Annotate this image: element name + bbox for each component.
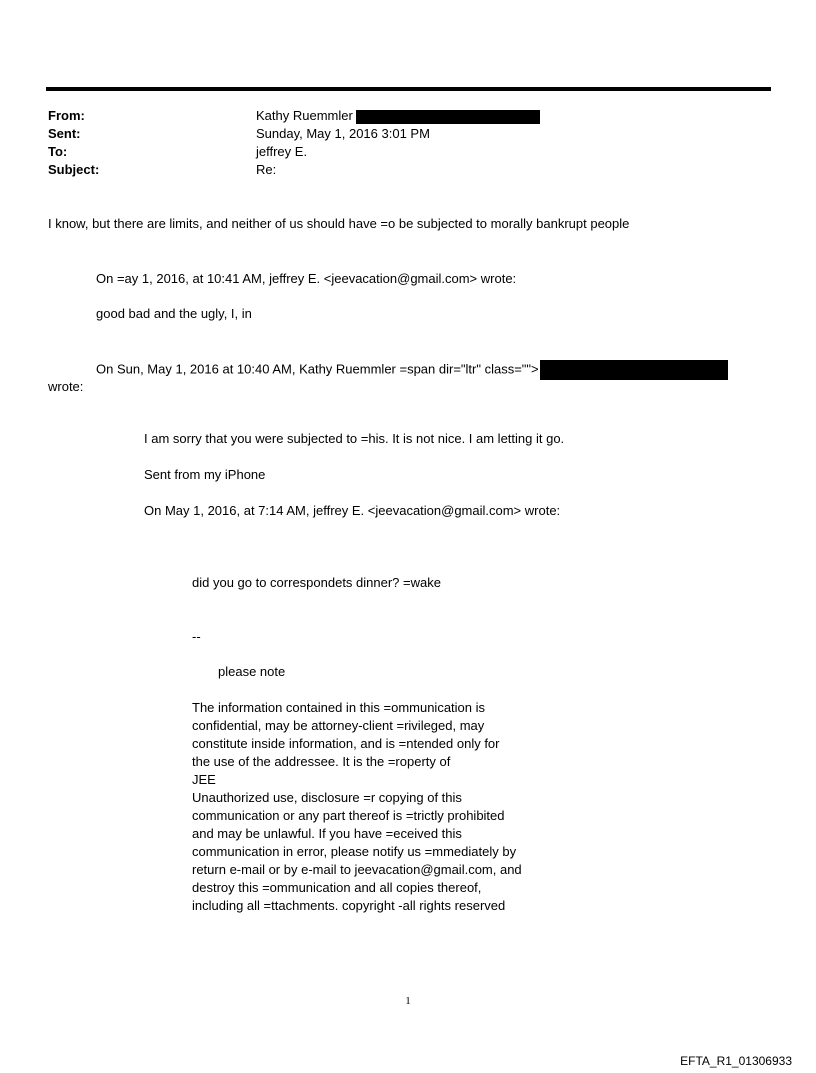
quote2-intro-text: On Sun, May 1, 2016 at 10:40 AM, Kathy Ruemmler =span dir="ltr" class=""> xyxy=(96,361,539,377)
from-value xyxy=(256,107,540,125)
subject-label: Subject: xyxy=(48,162,100,177)
disclaimer-line: constitute inside information, and is =ntended only for xyxy=(192,736,500,751)
quote2-intro xyxy=(96,360,728,380)
disclaimer-line: including all =ttachments. copyright -all rights reserved xyxy=(192,898,506,913)
from-label: From: xyxy=(48,108,85,123)
signature-separator: -- xyxy=(192,629,201,644)
disclaimer-line: communication in error, please notify us =mmediately by xyxy=(192,844,517,859)
quote2-text: I am sorry that you were subjected to =his. It is not nice. I am letting it go. xyxy=(144,431,565,446)
redaction-box xyxy=(356,110,540,124)
to-label: To: xyxy=(48,144,68,159)
please-note: please note xyxy=(218,664,286,679)
quote3-text: did you go to correspondets dinner? =wake xyxy=(192,575,441,590)
disclaimer-line: and may be unlawful. If you have =eceived this xyxy=(192,826,462,841)
quote3-intro: On May 1, 2016, at 7:14 AM, jeffrey E. <jeevacation@gmail.com> wrote: xyxy=(144,503,561,518)
reply-text: I know, but there are limits, and neither of us should have =o be subjected to morally bankrupt people xyxy=(48,216,630,231)
sent-label: Sent: xyxy=(48,126,81,141)
disclaimer-line: return e-mail or by e-mail to jeevacation@gmail.com, and xyxy=(192,862,522,877)
quote1-intro: On =ay 1, 2016, at 10:41 AM, jeffrey E. <jeevacation@gmail.com> wrote: xyxy=(96,271,517,286)
subject-value: Re: xyxy=(256,162,277,177)
disclaimer xyxy=(192,699,522,915)
disclaimer-line: Unauthorized use, disclosure =r copying of this xyxy=(192,790,462,805)
sent-value: Sunday, May 1, 2016 3:01 PM xyxy=(256,126,430,141)
disclaimer-line: The information contained in this =ommunication is xyxy=(192,700,486,715)
document-id: EFTA_R1_01306933 xyxy=(680,1054,792,1068)
disclaimer-line: JEE xyxy=(192,772,216,787)
top-rule xyxy=(46,87,771,91)
redaction-box xyxy=(540,360,728,380)
disclaimer-line: the use of the addressee. It is the =roperty of xyxy=(192,754,451,769)
from-name: Kathy Ruemmler xyxy=(256,108,353,123)
quote2-intro-cont: wrote: xyxy=(48,379,84,394)
to-value: jeffrey E. xyxy=(256,144,308,159)
disclaimer-line: communication or any part thereof is =trictly prohibited xyxy=(192,808,505,823)
page-number: 1 xyxy=(405,995,411,1007)
disclaimer-line: destroy this =ommunication and all copies thereof, xyxy=(192,880,482,895)
quote1-text: good bad and the ugly, I, in xyxy=(96,306,252,321)
quote2-sent-from: Sent from my iPhone xyxy=(144,467,266,482)
disclaimer-line: confidential, may be attorney-client =rivileged, may xyxy=(192,718,485,733)
